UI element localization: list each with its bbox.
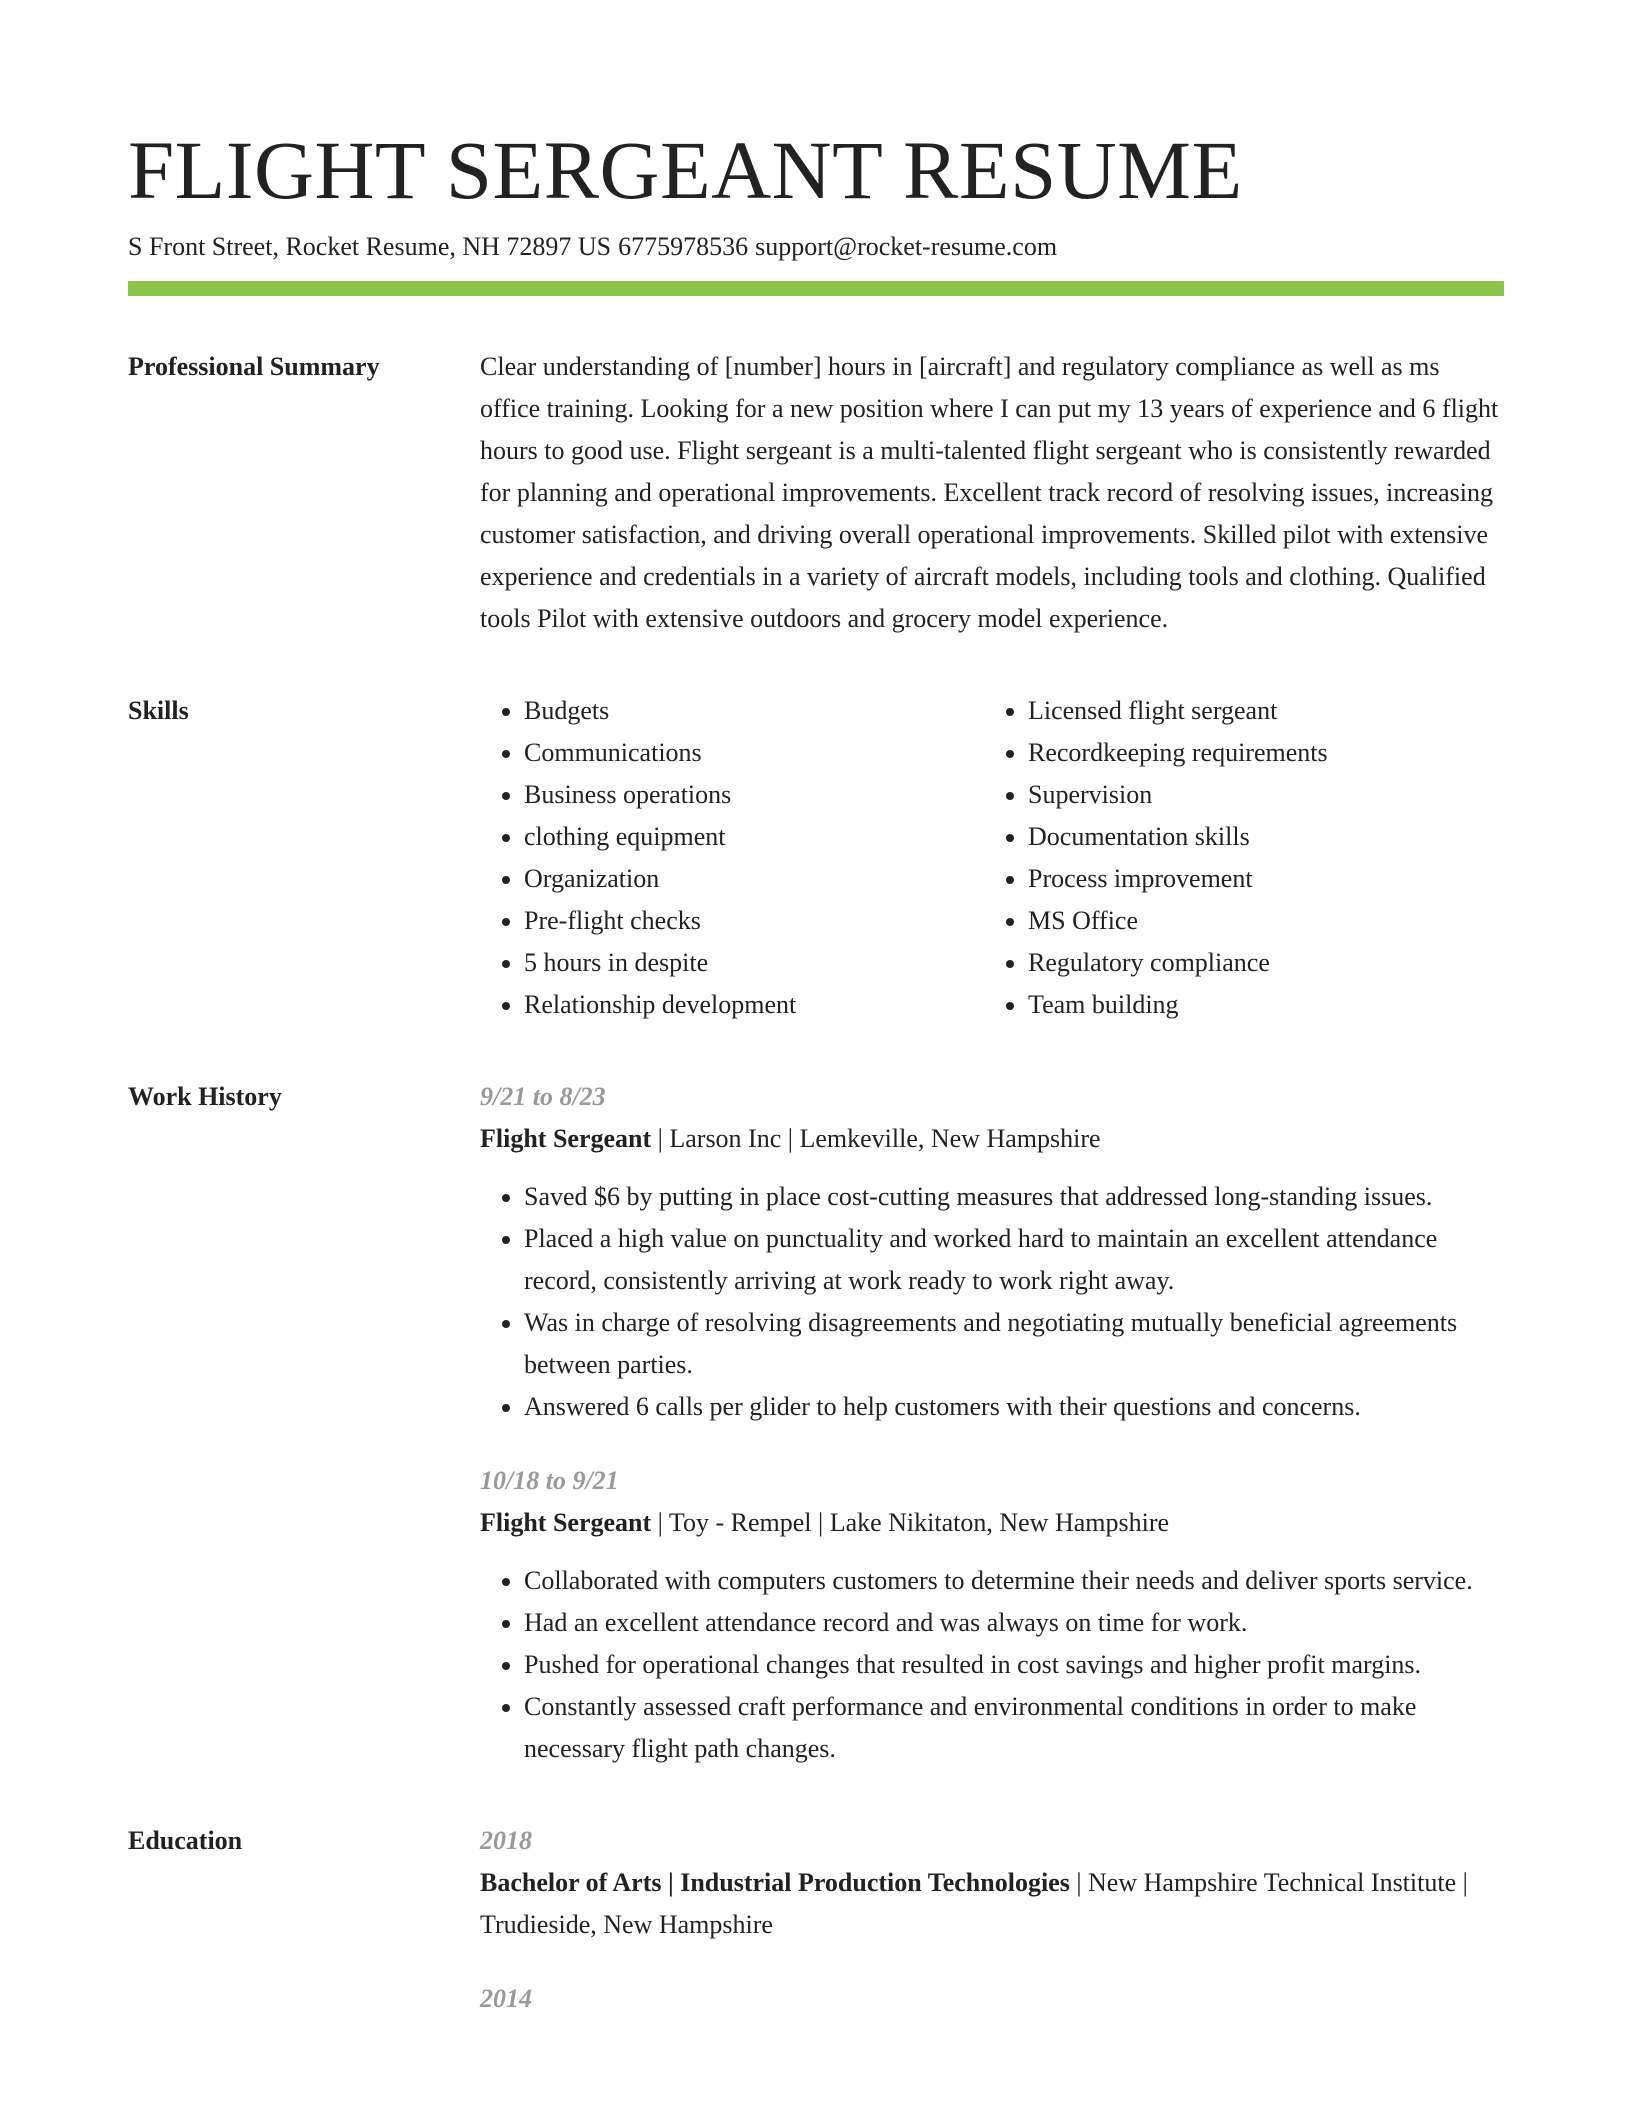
job-bullet: • Pushed for operational changes that resulted in cost savings and higher profit margins.: [524, 1644, 1504, 1686]
education-degree-line: [480, 1862, 1504, 1946]
skill-item: • Regulatory compliance: [1028, 942, 1488, 984]
education-details: | New Hampshire Technical Institute | Trudieside, New Hampshire: [480, 1868, 1468, 1939]
education-entry: [480, 1978, 1504, 2020]
summary-label: Professional Summary: [128, 352, 380, 381]
skills-list-left: [480, 690, 984, 1026]
job-bullet: • Had an excellent attendance record and was always on time for work.: [524, 1602, 1504, 1644]
skill-item: • Business operations: [524, 774, 984, 816]
job-bullet: • Was in charge of resolving disagreements and negotiating mutually beneficial agreements between parties.: [524, 1302, 1504, 1386]
skill-item: • Communications: [524, 732, 984, 774]
summary-section: [128, 346, 1504, 640]
job-bullet: • Saved $6 by putting in place cost-cutting measures that addressed long-standing issues.: [524, 1176, 1504, 1218]
education-section: [128, 1820, 1504, 2020]
contact-phone: 6775978536: [618, 232, 749, 261]
skill-item: • Licensed flight sergeant: [1028, 690, 1488, 732]
job-dates: 9/21 to 8/23: [480, 1082, 606, 1111]
job-bullet: • Answered 6 calls per glider to help customers with their questions and concerns.: [524, 1386, 1504, 1428]
work-history-label: Work History: [128, 1082, 282, 1111]
job-details: | Toy - Rempel | Lake Nikitaton, New Hampshire: [651, 1508, 1170, 1537]
job-bullet: • Collaborated with computers customers to determine their needs and deliver sports service.: [524, 1560, 1504, 1602]
contact-email[interactable]: support@rocket-resume.com: [755, 232, 1058, 261]
accent-divider: [128, 281, 1504, 296]
job-role-line: [480, 1118, 1504, 1160]
skill-item: • Organization: [524, 858, 984, 900]
education-degree: Bachelor of Arts | Industrial Production Technologies: [480, 1868, 1070, 1897]
skill-item: • Relationship development: [524, 984, 984, 1026]
work-history-section: [128, 1076, 1504, 1770]
education-entry: [480, 1820, 1504, 1946]
job-entry: [480, 1076, 1504, 1428]
job-bullets: [480, 1176, 1504, 1428]
contact-address: S Front Street, Rocket Resume, NH 72897 US: [128, 232, 612, 261]
skill-item: • 5 hours in despite: [524, 942, 984, 984]
job-entry: [480, 1460, 1504, 1770]
job-details: | Larson Inc | Lemkeville, New Hampshire: [651, 1124, 1101, 1153]
skill-item: • Pre-flight checks: [524, 900, 984, 942]
job-bullet: • Constantly assessed craft performance and environmental conditions in order to make necessary flight path changes.: [524, 1686, 1504, 1770]
resume-title: FLIGHT SERGEANT RESUME: [128, 124, 1243, 216]
job-role-line: [480, 1502, 1504, 1544]
skill-item: • Budgets: [524, 690, 984, 732]
job-dates: 10/18 to 9/21: [480, 1466, 619, 1495]
skills-list-right: [984, 690, 1488, 1026]
skill-item: • Process improvement: [1028, 858, 1488, 900]
summary-text: Clear understanding of [number] hours in [aircraft] and regulatory compliance as well as ms office training. Looking for a new position where I can put my 13 years of experience and 6 flight hours to good use. Flight sergeant is a multi-talented flight sergeant who is consistently rewarded for planning and operational improvements. Excellent track record of resolving issues, increasing customer satisfaction, and driving overall operational improvements. Skilled pilot with extensive experience and credentials in a variety of aircraft models, including tools and clothing. Qualified tools Pilot with extensive outdoors and grocery model experience.: [480, 352, 1499, 633]
job-bullets: [480, 1560, 1504, 1770]
resume-page: [128, 120, 1504, 2020]
job-bullet: • Placed a high value on punctuality and worked hard to maintain an excellent attendance record, consistently arriving at work ready to work right away.: [524, 1218, 1504, 1302]
skills-label: Skills: [128, 696, 189, 725]
skill-item: • Team building: [1028, 984, 1488, 1026]
skill-item: • Supervision: [1028, 774, 1488, 816]
skill-item: • Recordkeeping requirements: [1028, 732, 1488, 774]
skill-item: • Documentation skills: [1028, 816, 1488, 858]
contact-line: [128, 230, 1504, 264]
education-year: 2018: [480, 1826, 532, 1855]
job-title: Flight Sergeant: [480, 1508, 652, 1537]
education-label: Education: [128, 1826, 243, 1855]
skills-section: [128, 690, 1504, 1026]
job-title: Flight Sergeant: [480, 1124, 652, 1153]
skill-item: • MS Office: [1028, 900, 1488, 942]
education-year: 2014: [480, 1984, 532, 2013]
skill-item: • clothing equipment: [524, 816, 984, 858]
